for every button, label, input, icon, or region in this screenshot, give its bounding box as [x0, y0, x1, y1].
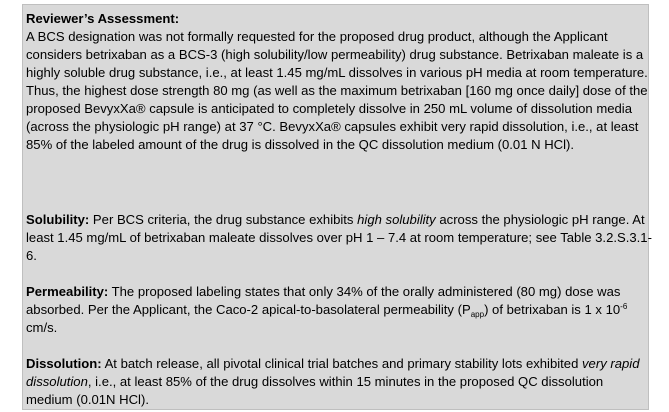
solubility-label: Solubility:	[26, 212, 90, 227]
solubility-text-pre: Per BCS criteria, the drug substance exhibits	[89, 212, 358, 227]
bcs-designation-text: A BCS designation was not formally requested for the proposed drug product, although the Applicant considers betrixaban as a BCS-3 (high solubility/low permeability) drug substance. Betrixaban maleate is a highly soluble drug substance, i.e., at least 1.45 mg/mL dissolves in various pH media at room temperature. Thus, the highest dose strength 80 mg (as well as the maximum betrixaban [160 mg once daily] dose of the proposed BevyxXa® capsule is anticipated to completely dissolve in 250 mL volume of dissolution media (across the physiologic pH range) at 37 °C. BevyxXa® capsules exhibit very rapid dissolution, i.e., at least 85% of the labeled amount of the drug is dissolved in the QC dissolution medium (0.01 N HCl).	[26, 29, 648, 152]
permeability-label: Permeability:	[26, 284, 109, 299]
permeability-text-mid: ) of betrixaban is 1 x 10	[484, 302, 621, 317]
assessment-paragraph	[26, 10, 652, 154]
solubility-paragraph	[26, 211, 652, 265]
dissolution-text-post: , i.e., at least 85% of the drug dissolves within 15 minutes in the proposed QC dissolution medium (0.01N HCl).	[26, 374, 604, 407]
permeability-text-post: cm/s.	[26, 320, 58, 335]
dissolution-label: Dissolution:	[26, 356, 102, 371]
permeability-paragraph	[26, 283, 652, 337]
solubility-emphasis: high solubility	[357, 212, 436, 227]
permeability-text-pre: The proposed labeling states that only 34% of the orally administered (80 mg) dose was absorbed. Per the Applicant, the Caco-2 apical-to-basolateral permeability (P	[26, 284, 621, 317]
solubility-text-post: across the physiologic pH range. At least 1.45 mg/mL of betrixaban maleate dissolves over pH 1 – 7.4 at room temperature; see Table 3.2.S.3.1-6.	[26, 212, 652, 263]
permeability-subscript: app	[470, 310, 485, 319]
dissolution-paragraph	[26, 355, 652, 409]
permeability-superscript: -6	[620, 302, 628, 311]
dissolution-text-pre: At batch release, all pivotal clinical trial batches and primary stability lots exhibited	[101, 356, 582, 371]
section-heading: Reviewer’s Assessment:	[26, 11, 180, 26]
reviewer-assessment-box	[22, 4, 652, 410]
dissolution-emphasis: very rapid dissolution	[26, 356, 640, 389]
